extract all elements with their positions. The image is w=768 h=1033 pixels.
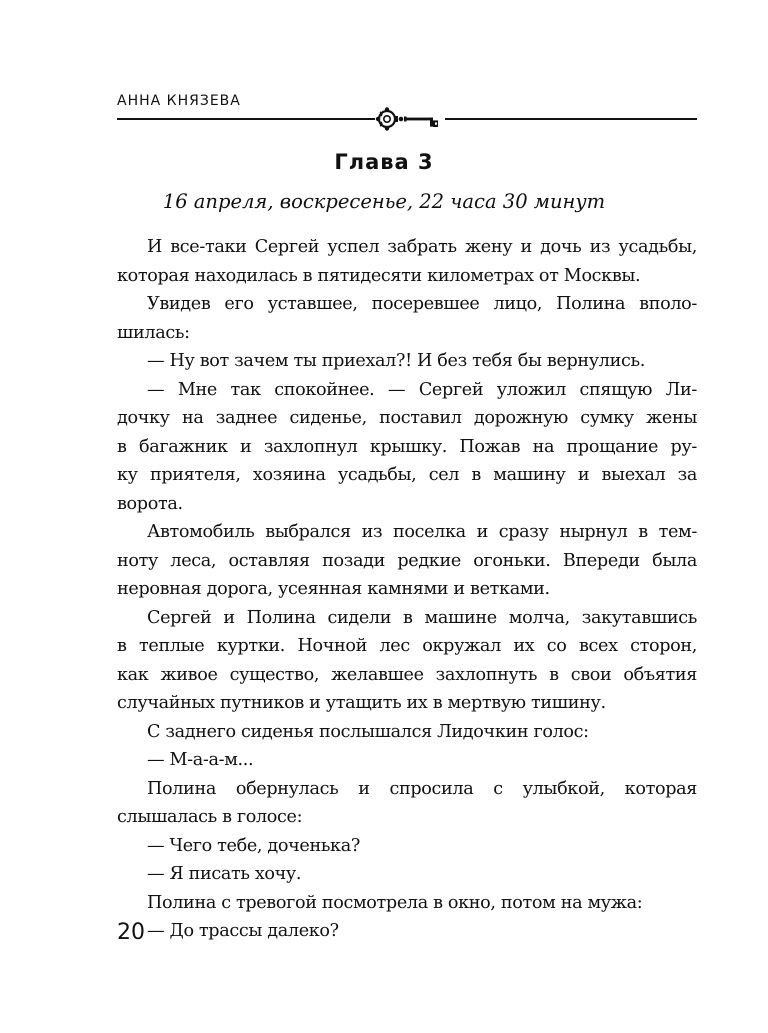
text-line: С заднего сиденья послышался Лидочкин голос:: [147, 721, 589, 742]
text-line: — Мне так спокойнее. — Сергей уложил спящую Ли-: [147, 379, 697, 400]
text-line: которая находилась в пятидесяти километрах от Москвы.: [117, 265, 641, 286]
chapter-date: 16 апреля, воскресенье, 22 часа 30 минут: [162, 190, 606, 213]
running-head: АННА КНЯЗЕВА: [117, 93, 241, 109]
page-number: 20: [117, 920, 145, 945]
text-line: Увидев его уставшее, посеревшее лицо, Полина вполо-: [147, 294, 697, 314]
text-line: ноту леса, оставляя позади редкие огоньки. Впереди была: [117, 550, 697, 571]
text-line: слышалась в голосе:: [117, 807, 303, 827]
text-line: в багажник и захлопнул крышку. Пожав на прощание ру-: [117, 436, 697, 457]
text-line: в теплые куртки. Ночной лес окружал их со всех сторон,: [117, 636, 697, 656]
text-line: И все-таки Сергей успел забрать жену и дочь из усадьбы,: [147, 237, 697, 257]
text-line: Автомобиль выбрался из поселка и сразу нырнул в тем-: [147, 522, 697, 542]
text-line: неровная дорога, усеянная камнями и ветками.: [117, 579, 550, 599]
chapter-title: Глава 3: [334, 150, 434, 174]
text-line: — М-а-а-м...: [147, 750, 254, 770]
text-line: ворота.: [117, 493, 183, 514]
text-line: Сергей и Полина сидели в машине молча, закутавшись: [147, 607, 697, 628]
text-line: шилась:: [117, 322, 190, 343]
text-line: — До трассы далеко?: [147, 921, 339, 941]
text-line: как живое существо, желавшее захлопнуть в свои объятия: [117, 664, 697, 685]
text-line: случайных путников и утащить их в мертвую тишину.: [117, 693, 606, 713]
text-line: — Чего тебе, доченька?: [147, 835, 360, 856]
text-line: — Я писать хочу.: [147, 864, 302, 884]
text-line: ку приятеля, хозяина усадьбы, сел в машину и выехал за: [117, 465, 697, 485]
text-line: Полина обернулась и спросила с улыбкой, которая: [147, 778, 697, 799]
text-line: Полина с тревогой посмотрела в окно, потом на мужа:: [147, 892, 643, 913]
text-line: дочку на заднее сиденье, поставил дорожную сумку жены: [117, 408, 697, 428]
body-text: [117, 233, 697, 946]
key-icon: [375, 106, 445, 132]
text-line: — Ну вот зачем ты приехал?! И без тебя бы вернулись.: [147, 351, 645, 371]
